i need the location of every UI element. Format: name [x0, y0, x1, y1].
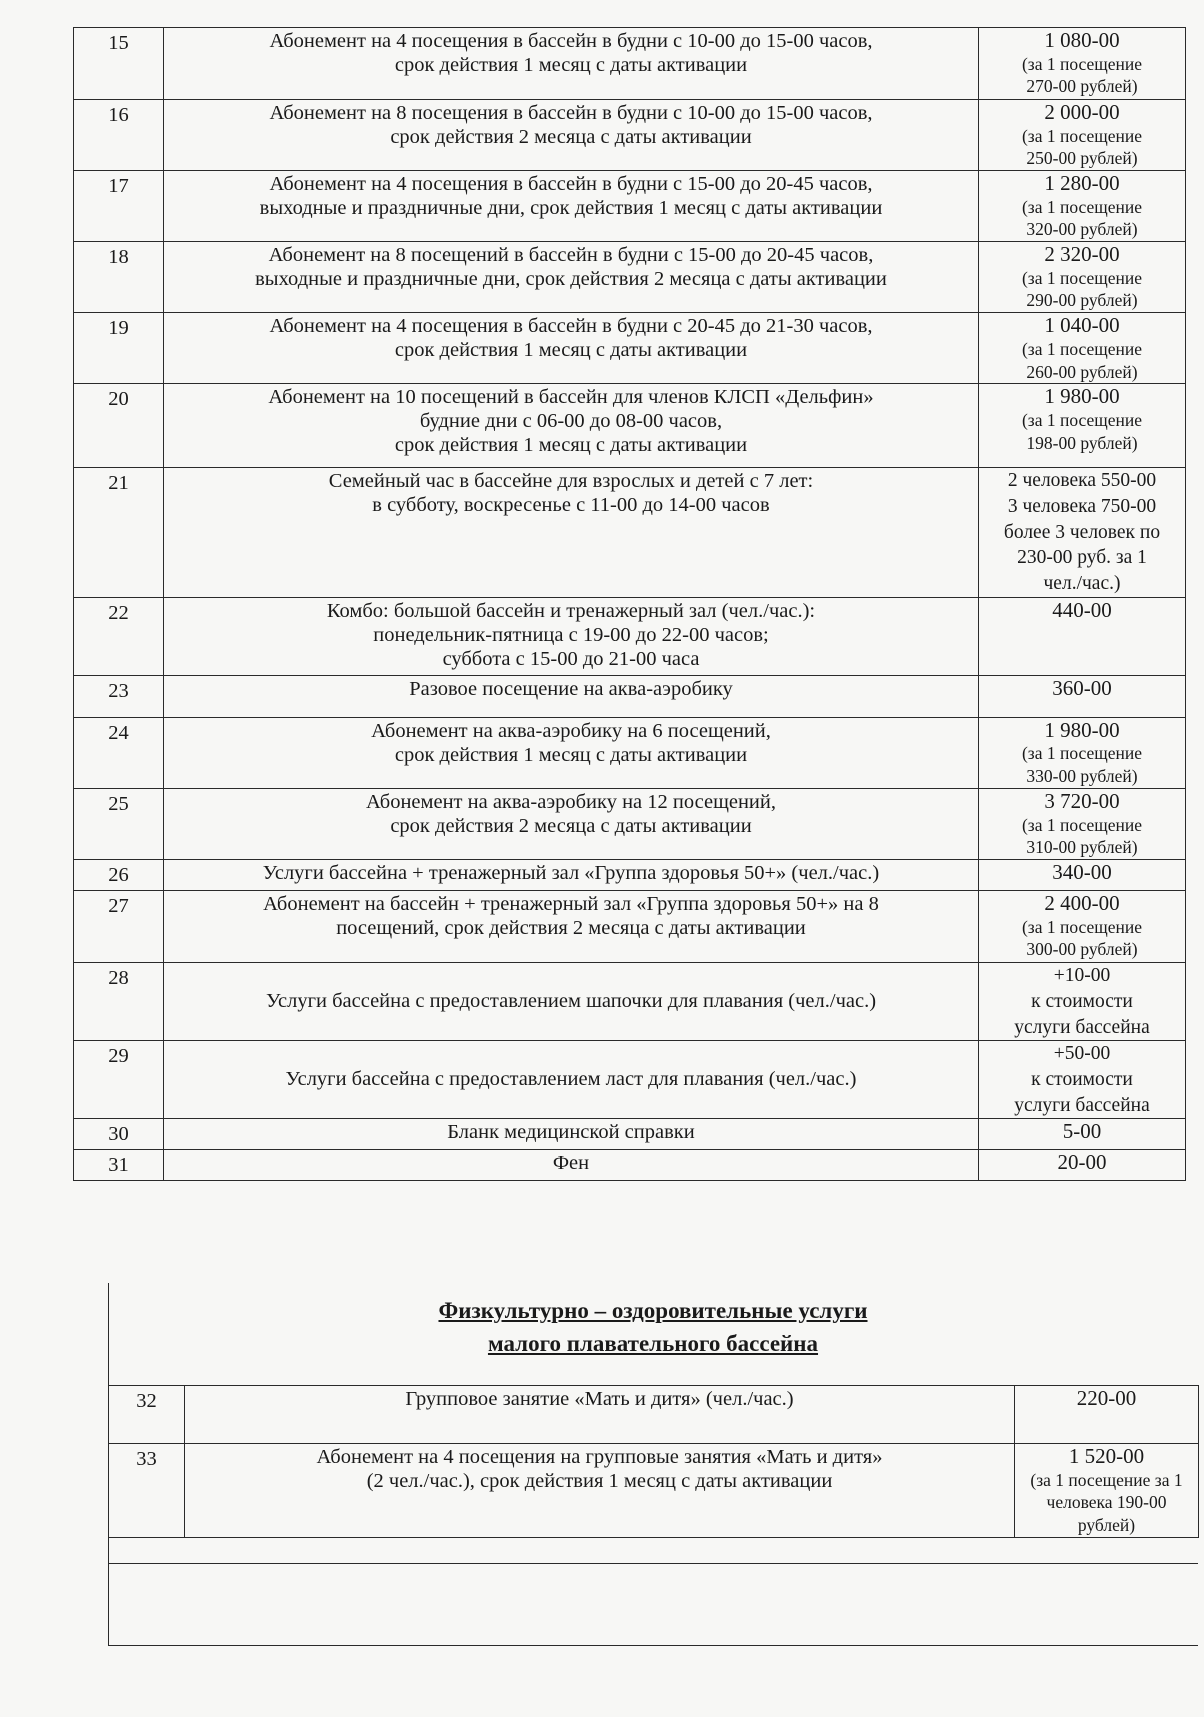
price-table-small-pool — [108, 1385, 1199, 1538]
table-row — [74, 1041, 1186, 1119]
price-cell — [1015, 1444, 1199, 1538]
price-cell — [979, 597, 1186, 675]
price-text: к стоимости — [1031, 1068, 1133, 1090]
section-heading-line-2: малого плавательного бассейна — [487, 1330, 819, 1356]
row-number: 15 — [74, 28, 164, 100]
price-value: 20-00 — [1057, 1150, 1107, 1175]
row-number: 18 — [74, 242, 164, 313]
price-cell — [979, 1041, 1186, 1119]
row-number: 19 — [74, 313, 164, 384]
table-row — [109, 1386, 1199, 1444]
description-line: Услуги бассейна с предоставлением ласт для плавания (чел./час.) — [285, 1067, 857, 1090]
row-number: 25 — [74, 788, 164, 859]
service-description — [164, 891, 979, 963]
table-row — [74, 788, 1186, 859]
description-line: срок действия 1 месяц с даты активации — [394, 743, 748, 766]
description-line: Абонемент на 10 посещений в бассейн для членов КЛСП «Дельфин» — [268, 386, 874, 409]
description-line: Услуги бассейна с предоставлением шапочки для плавания (чел./час.) — [265, 989, 877, 1012]
price-cell — [979, 171, 1186, 242]
row-number: 20 — [74, 384, 164, 468]
price-text: более 3 человек по — [1003, 521, 1161, 543]
description-line: срок действия 1 месяц с даты активации — [394, 339, 748, 362]
price-note: 300-00 рублей) — [1026, 939, 1138, 960]
service-description — [164, 1041, 979, 1119]
description-line: Абонемент на бассейн + тренажерный зал «Группа здоровья 50+» на 8 — [263, 893, 879, 916]
price-note: (за 1 посещение за 1 — [1030, 1469, 1183, 1490]
description-line: Бланк медицинской справки — [447, 1121, 695, 1144]
price-note: (за 1 посещение — [1021, 125, 1143, 146]
description-line: срок действия 1 месяц с даты активации — [394, 53, 748, 76]
price-cell — [979, 313, 1186, 384]
price-cell — [1015, 1386, 1199, 1444]
price-cell — [979, 100, 1186, 171]
price-note: 320-00 рублей) — [1026, 219, 1138, 240]
price-value: 1 980-00 — [1044, 717, 1120, 742]
price-value: 1 280-00 — [1044, 171, 1120, 196]
table-row — [74, 1119, 1186, 1150]
description-line: суббота с 15-00 до 21-00 часа — [442, 647, 700, 670]
row-number: 29 — [74, 1041, 164, 1119]
price-value: 1 520-00 — [1068, 1444, 1145, 1468]
row-number: 22 — [74, 597, 164, 675]
price-text: чел./час.) — [1043, 573, 1121, 595]
price-cell — [979, 963, 1186, 1041]
service-description — [164, 597, 979, 675]
price-text: +10-00 — [1053, 965, 1111, 987]
description-line: Разовое посещение на аква-аэробику — [409, 677, 733, 700]
price-note: (за 1 посещение — [1021, 814, 1143, 835]
description-line: Семейный час в бассейне для взрослых и детей с 7 лет: — [328, 470, 814, 493]
price-note: (за 1 посещение — [1021, 53, 1143, 74]
service-description — [164, 1150, 979, 1181]
price-note: 330-00 рублей) — [1026, 766, 1138, 787]
description-line: в субботу, воскресенье с 11-00 до 14-00 часов — [372, 494, 770, 517]
service-description — [185, 1386, 1015, 1444]
price-value: 340-00 — [1052, 860, 1112, 885]
row-number: 33 — [109, 1444, 185, 1538]
price-text: услуги бассейна — [1014, 1094, 1150, 1116]
description-line: срок действия 2 месяца с даты активации — [390, 125, 752, 148]
price-cell — [979, 1119, 1186, 1150]
row-number: 32 — [109, 1386, 185, 1444]
price-cell — [979, 675, 1186, 717]
price-note: рублей) — [1077, 1515, 1136, 1536]
service-description — [164, 313, 979, 384]
service-description — [164, 788, 979, 859]
row-number: 28 — [74, 963, 164, 1041]
price-value: 2 400-00 — [1044, 891, 1120, 916]
description-line: выходные и праздничные дни, срок действия 2 месяца с даты активации — [255, 268, 887, 291]
table-row — [74, 468, 1186, 598]
description-line: срок действия 2 месяца с даты активации — [390, 814, 752, 837]
frame-border-bottom — [108, 1645, 1198, 1646]
price-note: 250-00 рублей) — [1026, 148, 1138, 169]
price-text: 3 человека 750-00 — [1007, 495, 1157, 517]
section-heading — [108, 1283, 1197, 1385]
table-row — [74, 28, 1186, 100]
table-row — [74, 1150, 1186, 1181]
row-number: 21 — [74, 468, 164, 598]
description-line: Абонемент на 4 посещения в бассейн в будни с 20-45 до 21-30 часов, — [269, 315, 873, 338]
description-line: Абонемент на 8 посещений в бассейн в будни с 15-00 до 20-45 часов, — [268, 244, 874, 267]
price-value: 2 320-00 — [1044, 242, 1120, 267]
price-value: 1 980-00 — [1044, 384, 1120, 409]
table-row — [74, 384, 1186, 468]
service-description — [164, 171, 979, 242]
table-row — [74, 675, 1186, 717]
price-text: +50-00 — [1053, 1043, 1111, 1065]
price-note: 270-00 рублей) — [1026, 76, 1138, 97]
description-line: будние дни с 06-00 до 08-00 часов, — [419, 410, 723, 433]
price-note: (за 1 посещение — [1021, 267, 1143, 288]
section-heading-line-1: Физкультурно – оздоровительные услуги — [438, 1298, 868, 1323]
description-line: понедельник-пятница с 19-00 до 22-00 часов; — [373, 623, 769, 646]
price-cell — [979, 891, 1186, 963]
row-number: 24 — [74, 717, 164, 788]
price-value: 1 040-00 — [1044, 313, 1120, 338]
table-row — [74, 100, 1186, 171]
service-description — [164, 963, 979, 1041]
description-line: Абонемент на 8 посещения в бассейн в будни с 10-00 до 15-00 часов, — [269, 102, 873, 124]
description-line: выходные и праздничные дни, срок действия 1 месяц с даты активации — [259, 197, 883, 220]
price-cell — [979, 384, 1186, 468]
description-line: Абонемент на 4 посещения в бассейн в будни с 15-00 до 20-45 часов, — [269, 173, 873, 196]
price-note: 260-00 рублей) — [1026, 361, 1138, 382]
price-note: 290-00 рублей) — [1026, 290, 1138, 311]
price-note: (за 1 посещение — [1021, 743, 1143, 764]
service-description — [164, 860, 979, 891]
price-value: 1 080-00 — [1044, 28, 1120, 52]
price-cell — [979, 788, 1186, 859]
description-line: Абонемент на аква-аэробику на 12 посещений, — [366, 790, 776, 813]
price-value: 440-00 — [1052, 597, 1112, 622]
price-value: 3 720-00 — [1044, 788, 1120, 813]
price-note: (за 1 посещение — [1021, 409, 1143, 430]
price-cell — [979, 28, 1186, 100]
price-cell — [979, 242, 1186, 313]
service-description — [164, 1119, 979, 1150]
description-line: посещений, срок действия 2 месяца с даты активации — [336, 917, 806, 940]
table-row — [74, 171, 1186, 242]
price-note: человека 190-00 — [1046, 1492, 1167, 1513]
table-row — [74, 963, 1186, 1041]
row-number: 16 — [74, 100, 164, 171]
table-row — [74, 597, 1186, 675]
description-line: Услуги бассейна + тренажерный зал «Группа здоровья 50+» (чел./час.) — [262, 862, 880, 885]
price-value: 5-00 — [1062, 1119, 1102, 1144]
price-note: 310-00 рублей) — [1026, 837, 1138, 858]
service-description — [164, 242, 979, 313]
description-line: срок действия 1 месяц с даты активации — [394, 434, 748, 457]
description-line: Абонемент на 4 посещения на групповые занятия «Мать и дитя» — [316, 1446, 883, 1468]
table-row — [74, 717, 1186, 788]
description-line: Фен — [552, 1152, 590, 1175]
price-cell — [979, 860, 1186, 891]
table-row — [109, 1444, 1199, 1538]
row-number: 27 — [74, 891, 164, 963]
price-note: (за 1 посещение — [1021, 196, 1143, 217]
price-table-main — [73, 27, 1186, 1181]
row-number: 30 — [74, 1119, 164, 1150]
price-text: 230-00 руб. за 1 — [1017, 547, 1147, 569]
price-note: (за 1 посещение — [1021, 916, 1143, 937]
price-text: услуги бассейна — [1014, 1016, 1150, 1038]
price-value: 220-00 — [1076, 1386, 1137, 1410]
price-note: 198-00 рублей) — [1026, 432, 1138, 453]
price-cell — [979, 468, 1186, 598]
row-number: 17 — [74, 171, 164, 242]
price-text: 2 человека 550-00 — [1007, 470, 1157, 492]
service-description — [164, 675, 979, 717]
price-text: к стоимости — [1031, 990, 1133, 1012]
description-line: (2 чел./час.), срок действия 1 месяц с даты активации — [366, 1469, 833, 1492]
service-description — [164, 384, 979, 468]
service-description — [164, 717, 979, 788]
description-line: Групповое занятие «Мать и дитя» (чел./час.) — [405, 1388, 794, 1410]
service-description — [164, 28, 979, 100]
row-number: 26 — [74, 860, 164, 891]
price-note: (за 1 посещение — [1021, 338, 1143, 359]
price-value: 360-00 — [1052, 675, 1112, 700]
table-row — [74, 891, 1186, 963]
empty-row — [108, 1563, 1198, 1646]
description-line: Абонемент на 4 посещения в бассейн в будни с 10-00 до 15-00 часов, — [269, 30, 873, 52]
price-cell — [979, 1150, 1186, 1181]
row-number: 31 — [74, 1150, 164, 1181]
table-row — [74, 242, 1186, 313]
table-row — [74, 313, 1186, 384]
service-description — [185, 1444, 1015, 1538]
price-value: 2 000-00 — [1044, 100, 1120, 124]
service-description — [164, 468, 979, 598]
price-cell — [979, 717, 1186, 788]
description-line: Комбо: большой бассейн и тренажерный зал (чел./час.): — [326, 599, 816, 622]
table-row — [74, 860, 1186, 891]
row-number: 23 — [74, 675, 164, 717]
description-line: Абонемент на аква-аэробику на 6 посещений, — [371, 719, 771, 742]
service-description — [164, 100, 979, 171]
